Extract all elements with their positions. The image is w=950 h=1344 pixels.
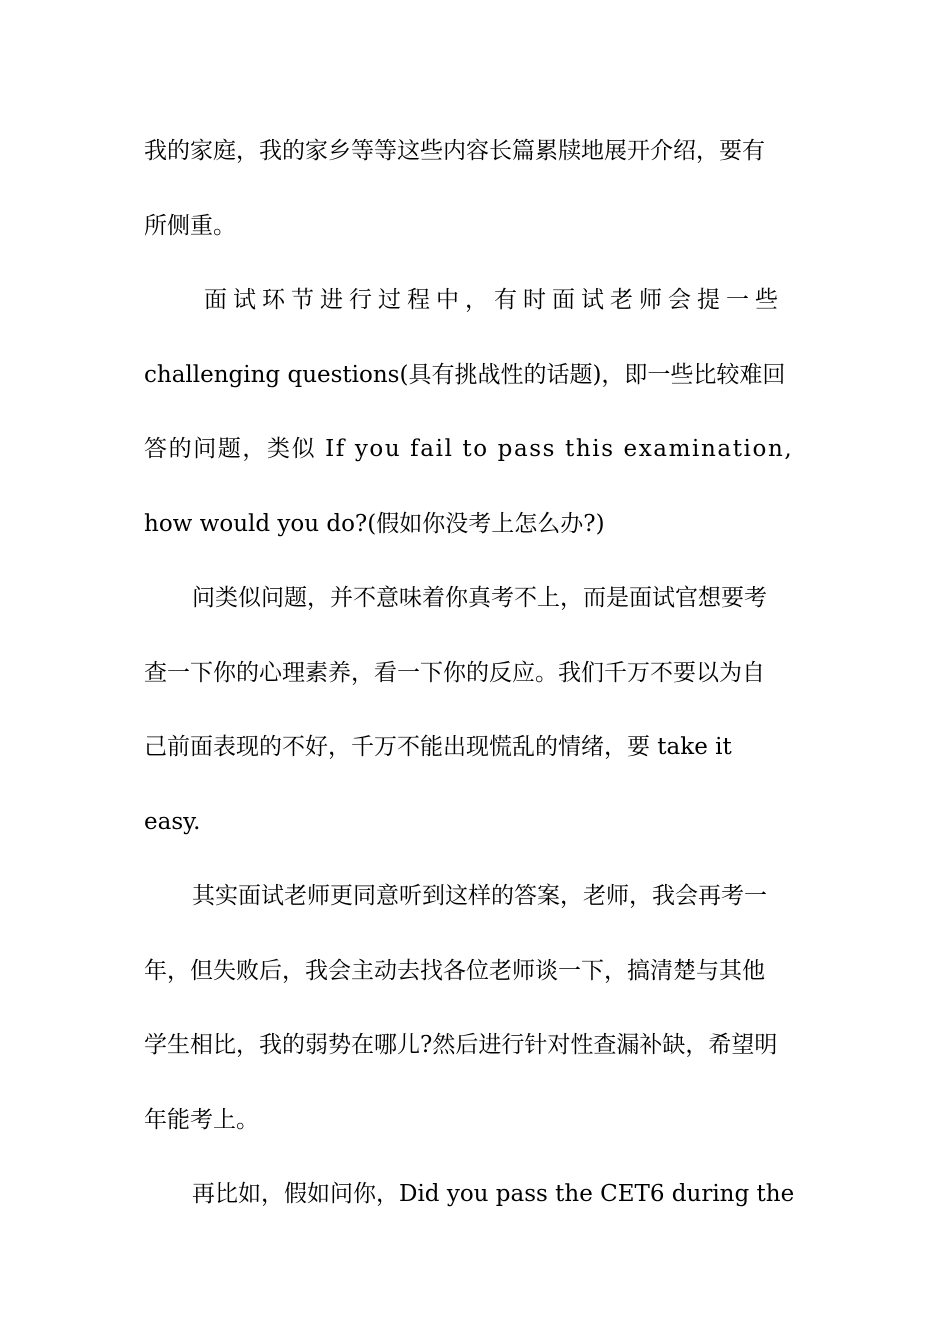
text-line: how would you do?(假如你没考上怎么办?) <box>144 510 605 537</box>
text-line: 学生相比，我的弱势在哪儿?然后进行针对性查漏补缺，希望明 <box>144 1032 778 1058</box>
paragraph-preferred-answer <box>144 859 806 1157</box>
text-line: 己前面表现的不好，千万不能出现慌乱的情绪，要 take it <box>144 734 732 760</box>
paragraph-interviewer-intent <box>144 561 806 859</box>
text-line: 答的问题，类似 If you fail to pass this examination, <box>144 436 794 462</box>
text-line: 问类似问题，并不意味着你真考不上，而是面试官想要考 <box>192 585 767 611</box>
text-line: 再比如，假如问你，Did you pass the CET6 during the <box>192 1181 795 1207</box>
text-line: challenging questions(具有挑战性的话题)，即一些比较难回 <box>144 361 786 388</box>
text-line: 我的家庭，我的家乡等等这些内容长篇累牍地展开介绍，要有 <box>144 138 765 164</box>
text-line: 其实面试老师更同意听到这样的答案，老师，我会再考一 <box>192 883 767 909</box>
text-line: 面试环节进行过程中，有时面试老师会提一些 <box>204 287 784 313</box>
text-line: easy. <box>144 808 201 835</box>
text-line: 查一下你的心理素养，看一下你的反应。我们千万不要以为自 <box>144 659 765 686</box>
paragraph-cet6-example <box>144 1157 806 1232</box>
paragraph-challenging-questions <box>144 263 806 561</box>
text-line: 年，但失败后，我会主动去找各位老师谈一下，搞清楚与其他 <box>144 957 765 984</box>
document-body <box>144 114 806 1232</box>
text-line: 所侧重。 <box>144 212 236 239</box>
paragraph-family-intro <box>144 114 806 263</box>
text-line: 年能考上。 <box>144 1106 259 1133</box>
